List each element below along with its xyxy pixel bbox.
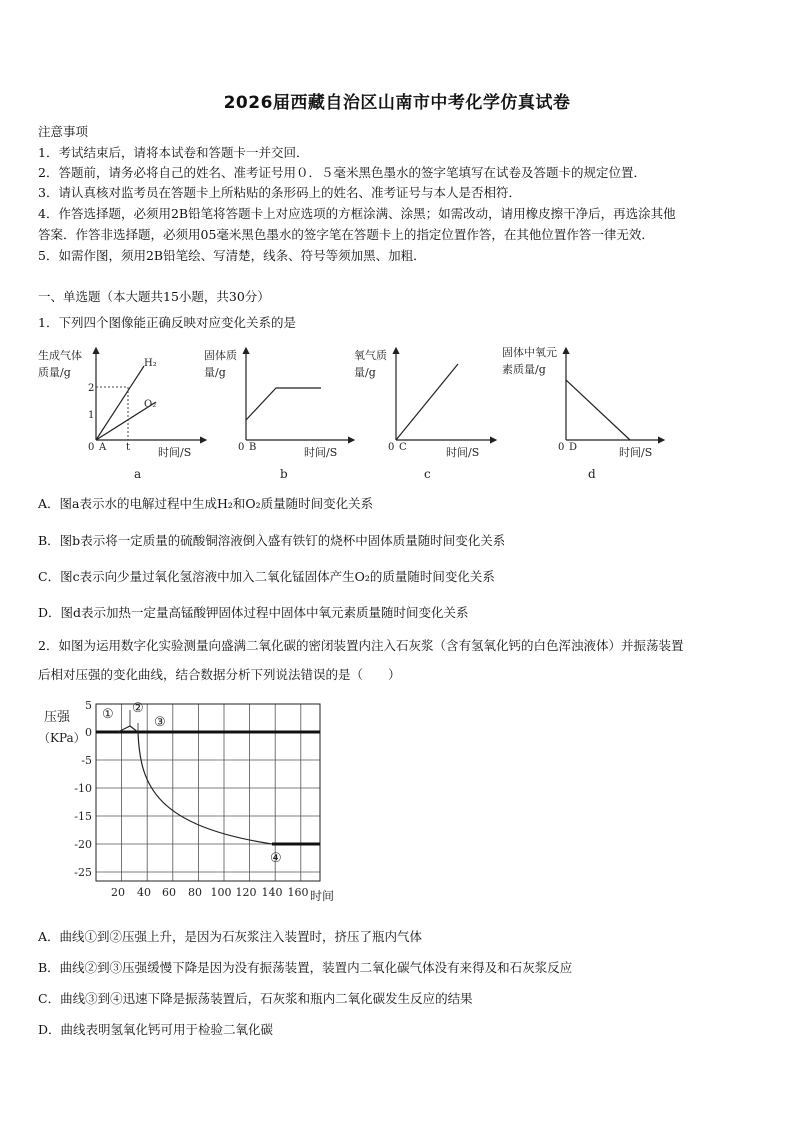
svg-text:0: 0: [238, 442, 245, 453]
question-1-option-d[interactable]: D．图d表示加热一定量高锰酸钾固体过程中固体中氧元素质量随时间变化关系: [38, 605, 469, 620]
chart-xlabel: 时间: [310, 889, 335, 903]
x-tick: 40: [137, 886, 151, 899]
svg-text:A: A: [99, 442, 107, 453]
question-1-option-b[interactable]: B．图b表示将一定质量的硫酸铜溶液倒入盛有铁钉的烧杯中固体质量随时间变化关系: [38, 533, 506, 548]
svg-text:时间/S: 时间/S: [304, 446, 338, 459]
svg-text:b: b: [280, 467, 288, 481]
svg-text:素质量/g: 素质量/g: [502, 363, 546, 376]
x-tick: 160: [287, 886, 309, 899]
svg-text:1: 1: [88, 410, 95, 421]
svg-text:量/g: 量/g: [204, 366, 226, 379]
section-heading: 一、单选题（本大题共15小题，共30分）: [38, 289, 270, 304]
marker-1: ①: [102, 707, 114, 722]
svg-text:0: 0: [88, 442, 95, 453]
question-1-option-c[interactable]: C．图c表示向少量过氧化氢溶液中加入二氧化锰固体产生O₂的质量随时间变化关系: [38, 569, 495, 584]
graph-a-o2-label: O₂: [144, 399, 157, 410]
y-tick: -10: [74, 782, 92, 795]
question-2-option-c[interactable]: C．曲线③到④迅速下降是振荡装置后，石灰浆和瓶内二氧化碳发生反应的结果: [38, 991, 473, 1006]
chart-ylabel: 压强: [44, 710, 71, 725]
y-tick: -25: [74, 866, 92, 879]
chart-ylabel-unit: （KPa）: [38, 731, 86, 745]
svg-text:D: D: [569, 442, 578, 453]
y-tick-labels: [74, 699, 92, 879]
y-tick: -5: [81, 754, 92, 767]
notice-item: 2．答题前，请务必将自己的姓名、准考证号用０．５毫米黑色墨水的签字笔填写在试卷及答题卡的规定位置．: [38, 165, 646, 180]
svg-text:时间/S: 时间/S: [158, 446, 192, 459]
svg-text:d: d: [588, 467, 596, 481]
svg-text:时间/S: 时间/S: [619, 446, 653, 459]
marker-3: ③: [154, 715, 166, 730]
graph-c: [354, 348, 496, 481]
svg-text:B: B: [249, 442, 257, 453]
svg-text:固体中氧元: 固体中氧元: [502, 346, 557, 359]
y-tick: 0: [85, 726, 92, 739]
svg-text:t: t: [126, 442, 131, 453]
x-tick: 120: [235, 886, 257, 899]
question-2-stem: 2．如图为运用数字化实验测量向盛满二氧化碳的密闭装置内注入石灰浆（含有氢氧化钙的白色浑浊液体）并振荡装置: [38, 638, 684, 653]
svg-text:C: C: [399, 442, 407, 453]
question-2-option-a[interactable]: A．曲线①到②压强上升，是因为石灰浆注入装置时，挤压了瓶内气体: [38, 929, 423, 944]
pressure-curve: [118, 726, 272, 844]
x-tick: 80: [188, 886, 202, 899]
svg-text:0: 0: [558, 442, 565, 453]
question-2-option-d[interactable]: D．曲线表明氢氧化钙可用于检验二氧化碳: [38, 1022, 274, 1037]
x-tick: 60: [162, 886, 176, 899]
svg-text:时间/S: 时间/S: [446, 446, 480, 459]
pressure-chart: [36, 696, 356, 906]
graph-a-ylabel: 生成气体: [38, 349, 82, 362]
svg-text:0: 0: [388, 442, 395, 453]
page-title: 2026届西藏自治区山南市中考化学仿真试卷: [223, 93, 571, 113]
svg-text:氧气质: 氧气质: [354, 349, 387, 362]
question-2-stem: 后相对压强的变化曲线，结合数据分析下列说法错误的是（ ）: [38, 667, 401, 682]
svg-text:c: c: [424, 467, 431, 481]
x-tick: 20: [111, 886, 125, 899]
marker-2: ②: [132, 701, 144, 716]
svg-text:2: 2: [88, 383, 95, 394]
graph-b: [204, 348, 354, 481]
notice-item: 5．如需作图，须用2B铅笔绘、写清楚，线条、符号等须加黑、加粗．: [38, 248, 426, 263]
question-1-graphs: [36, 342, 676, 482]
x-tick-labels: [111, 886, 309, 899]
graph-d: [502, 345, 664, 481]
marker-4: ④: [270, 851, 282, 866]
question-1-stem: 1．下列四个图像能正确反映对应变化关系的是: [38, 315, 296, 330]
graph-a-h2-label: H₂: [144, 358, 157, 369]
notice-item: 4．作答选择题，必须用2B铅笔将答题卡上对应选项的方框涂满、涂黑；如需改动，请用橡皮擦干净后，再选涂其他: [38, 206, 676, 221]
question-2-option-b[interactable]: B．曲线②到③压强缓慢下降是因为没有振荡装置，装置内二氧化碳气体没有来得及和石灰浆反应: [38, 960, 573, 975]
y-tick: -15: [74, 810, 92, 823]
notice-heading: 注意事项: [38, 124, 89, 139]
notice-item: 1．考试结束后，请将本试卷和答题卡一并交回．: [38, 145, 309, 160]
graph-a: [38, 348, 206, 481]
y-tick: -20: [74, 838, 92, 851]
x-tick: 140: [261, 886, 283, 899]
question-1-option-a[interactable]: A．图a表示水的电解过程中生成H₂和O₂质量随时间变化关系: [38, 496, 374, 511]
notice-item: 3．请认真核对监考员在答题卡上所粘贴的条形码上的姓名、准考证号与本人是否相符．: [38, 185, 521, 200]
y-tick: 5: [85, 699, 92, 712]
svg-text:量/g: 量/g: [354, 366, 376, 379]
svg-text:a: a: [134, 467, 142, 481]
svg-text:固体质: 固体质: [204, 349, 237, 362]
notice-item: 答案．作答非选择题，必须用05毫米黑色墨水的签字笔在答题卡上的指定位置作答，在其他位置作答一律无效．: [38, 227, 654, 242]
x-tick: 100: [210, 886, 232, 899]
graph-a-ylabel: 质量/g: [38, 366, 71, 379]
